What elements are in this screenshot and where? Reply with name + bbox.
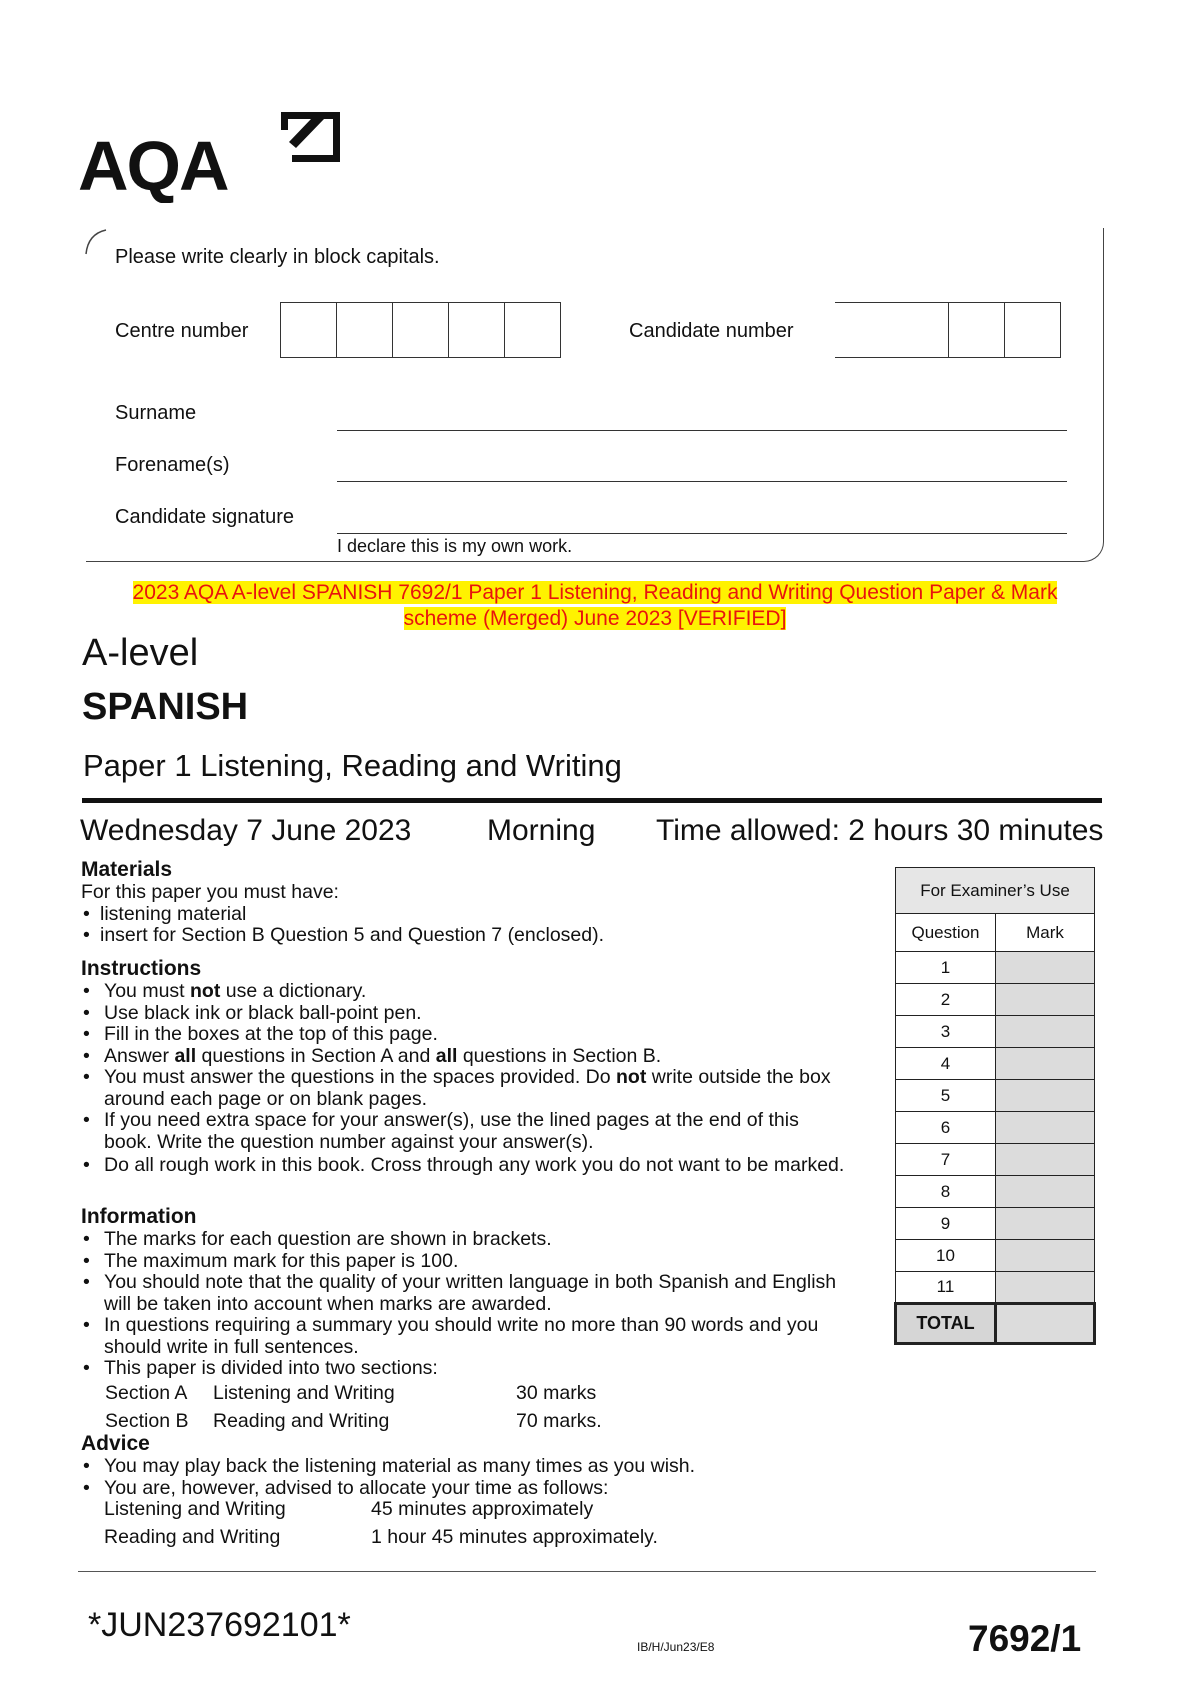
time-part: Reading and Writing (104, 1526, 281, 1548)
mark-cell (996, 952, 1095, 984)
mark-cell (996, 1240, 1095, 1272)
table-row (896, 1048, 1095, 1080)
information-item: • The marks for each question are shown in brackets. (81, 1229, 851, 1251)
instructions-heading: Instructions (81, 957, 202, 980)
section-name: Section A (105, 1382, 188, 1404)
question-number: 5 (896, 1080, 996, 1112)
instruction-item: • If you need extra space for your answer(s), use the lined pages at the end of this book. Write the question number against your answer(s). (81, 1110, 851, 1153)
mark-cell (996, 1080, 1095, 1112)
materials-item: • insert for Section B Question 5 and Question 7 (enclosed). (81, 925, 861, 947)
table-row (896, 1176, 1095, 1208)
mark-cell (996, 1176, 1095, 1208)
section-marks: 70 marks. (516, 1410, 602, 1432)
centre-number-boxes[interactable] (280, 302, 561, 358)
forenames-line[interactable] (337, 481, 1067, 482)
question-number: 3 (896, 1016, 996, 1048)
question-number: 4 (896, 1048, 996, 1080)
advice-section (81, 1432, 851, 1499)
materials-heading: Materials (81, 858, 173, 881)
paper-title: Paper 1 Listening, Reading and Writing (83, 748, 622, 783)
aqa-logo (78, 108, 340, 203)
materials-intro: For this paper you must have: (81, 881, 339, 903)
mark-column-header: Mark (996, 914, 1095, 952)
svg-text:AQA: AQA (78, 127, 228, 203)
instruction-item: • Fill in the boxes at the top of this page. (81, 1024, 851, 1046)
signature-label: Candidate signature (115, 506, 295, 528)
time-value: 45 minutes approximately (371, 1498, 594, 1520)
information-heading: Information (81, 1205, 197, 1228)
centre-number-box[interactable] (337, 302, 393, 358)
instructions-section (81, 957, 851, 1178)
paper-reference: IB/H/Jun23/E8 (637, 1640, 715, 1654)
mark-cell (996, 1016, 1095, 1048)
section-name: Section B (105, 1410, 189, 1432)
footer-rule (78, 1571, 1096, 1572)
surname-line[interactable] (337, 430, 1067, 431)
mark-cell (996, 1272, 1095, 1304)
total-mark-cell (996, 1304, 1095, 1344)
time-allowed: Time allowed: 2 hours 30 minutes (656, 814, 1104, 847)
materials-section (81, 858, 861, 947)
subject-title: SPANISH (82, 686, 249, 728)
materials-item: • listening material (81, 904, 861, 926)
instruction-item: • You must not use a dictionary. (81, 981, 851, 1003)
exam-session: Morning (487, 814, 596, 847)
information-section (81, 1205, 851, 1380)
table-row (896, 1080, 1095, 1112)
signature-line[interactable] (337, 533, 1067, 534)
section-b-row (105, 1411, 705, 1433)
section-marks: 30 marks (516, 1382, 597, 1404)
table-row (896, 952, 1095, 984)
advice-item: • You may play back the listening material as many times as you wish. (81, 1456, 851, 1478)
candidate-number-box[interactable] (1005, 302, 1061, 358)
centre-number-label: Centre number (115, 320, 249, 342)
mark-cell (996, 984, 1095, 1016)
centre-number-box[interactable] (281, 302, 337, 358)
qualification-level: A-level (82, 632, 199, 674)
candidate-number-box[interactable] (835, 302, 949, 358)
candidate-number-boxes[interactable] (835, 302, 1061, 358)
centre-number-box[interactable] (393, 302, 449, 358)
total-row (896, 1304, 1095, 1344)
total-label: TOTAL (896, 1304, 996, 1344)
information-item: • In questions requiring a summary you should write no more than 90 words and you should write in full sentences. (81, 1315, 851, 1358)
banner-line-2: scheme (Merged) June 2023 [VERIFIED] (403, 607, 787, 630)
box-corner-mark (84, 228, 108, 256)
mark-cell (996, 1048, 1095, 1080)
question-number: 2 (896, 984, 996, 1016)
title-rule (82, 798, 1102, 803)
advice-heading: Advice (81, 1432, 150, 1455)
table-row (896, 1016, 1095, 1048)
question-number: 7 (896, 1144, 996, 1176)
question-number: 8 (896, 1176, 996, 1208)
mark-cell (996, 1144, 1095, 1176)
question-number: 6 (896, 1112, 996, 1144)
mark-cell (996, 1208, 1095, 1240)
exam-date: Wednesday 7 June 2023 (80, 814, 412, 847)
advice-item: • You are, however, advised to allocate your time as follows: (81, 1478, 851, 1500)
centre-number-box[interactable] (449, 302, 505, 358)
time-row (104, 1527, 804, 1549)
section-title: Reading and Writing (213, 1410, 390, 1432)
candidate-number-label: Candidate number (629, 320, 794, 342)
time-part: Listening and Writing (104, 1498, 286, 1520)
instruction-item: • Do all rough work in this book. Cross through any work you do not want to be marked. (81, 1153, 851, 1178)
examiners-use-heading: For Examiner’s Use (896, 868, 1095, 914)
table-row (896, 1240, 1095, 1272)
table-row (896, 1112, 1095, 1144)
declaration-text: I declare this is my own work. (337, 536, 573, 556)
section-a-row (105, 1383, 705, 1405)
centre-number-box[interactable] (505, 302, 561, 358)
block-capitals-instruction: Please write clearly in block capitals. (115, 246, 440, 268)
question-number: 1 (896, 952, 996, 984)
section-title: Listening and Writing (213, 1382, 395, 1404)
time-row (104, 1499, 804, 1521)
question-number: 10 (896, 1240, 996, 1272)
instruction-item: • You must answer the questions in the spaces provided. Do not write outside the box around each page or on blank pages. (81, 1067, 851, 1110)
table-row (896, 1208, 1095, 1240)
barcode-text: *JUN237692101* (88, 1606, 351, 1644)
paper-code: 7692/1 (968, 1618, 1082, 1659)
table-row (896, 984, 1095, 1016)
question-number: 9 (896, 1208, 996, 1240)
surname-label: Surname (115, 402, 197, 424)
instruction-item: • Answer all questions in Section A and all questions in Section B. (81, 1046, 851, 1068)
examiners-use-table (894, 867, 1096, 1345)
information-item: • This paper is divided into two sections: (81, 1358, 851, 1380)
document-banner (90, 580, 1100, 632)
question-number: 11 (896, 1272, 996, 1304)
table-row (896, 1144, 1095, 1176)
question-column-header: Question (896, 914, 996, 952)
banner-line-1: 2023 AQA A-level SPANISH 7692/1 Paper 1 Listening, Reading and Writing Question Paper & Mark (132, 581, 1058, 604)
time-value: 1 hour 45 minutes approximately. (371, 1526, 658, 1548)
table-row (896, 1272, 1095, 1304)
candidate-number-box[interactable] (949, 302, 1005, 358)
information-item: • The maximum mark for this paper is 100. (81, 1251, 851, 1273)
forenames-label: Forename(s) (115, 454, 230, 476)
mark-cell (996, 1112, 1095, 1144)
information-item: • You should note that the quality of your written language in both Spanish and English will be taken into account when marks are awarded. (81, 1272, 851, 1315)
instruction-item: • Use black ink or black ball-point pen. (81, 1003, 851, 1025)
